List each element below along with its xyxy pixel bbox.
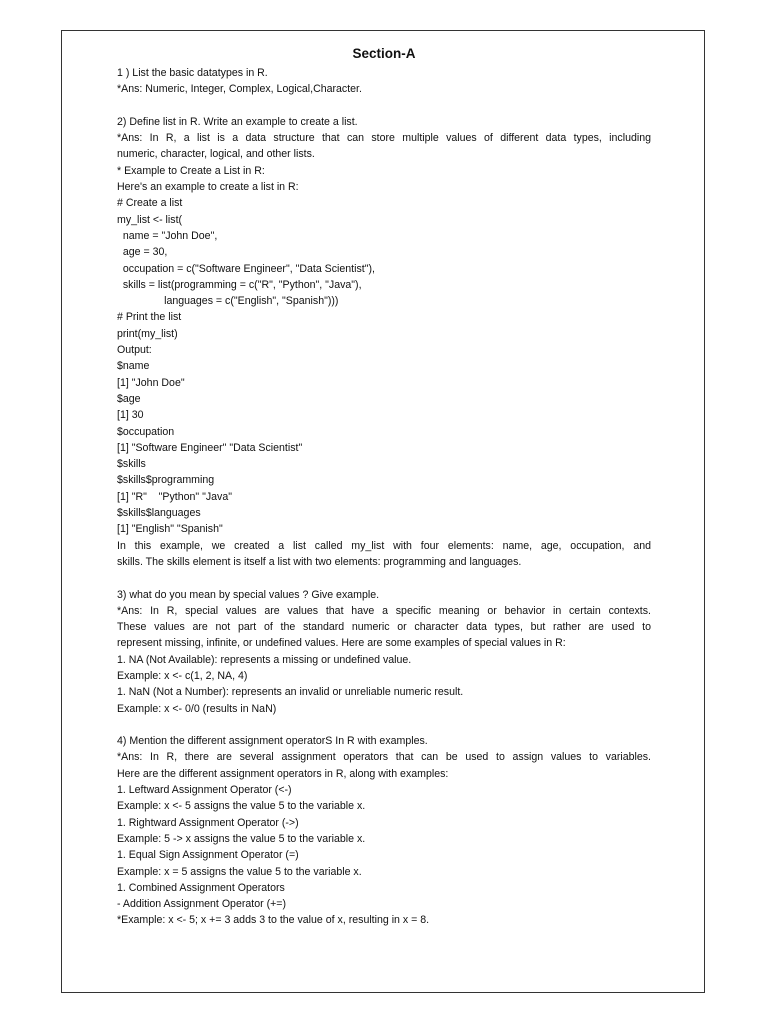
text-line: $occupation xyxy=(117,425,175,438)
text-line: $skills$languages xyxy=(117,507,201,520)
blank-line xyxy=(117,98,651,114)
text-line: 1 ) List the basic datatypes in R. xyxy=(117,67,268,79)
text-line: Example: x <- 5 assigns the value 5 to the variable x. xyxy=(117,800,366,813)
text-line: print(my_list) xyxy=(117,327,178,340)
text-line: skills. The skills element is itself a list with two elements: programming and languages. xyxy=(117,555,522,568)
text-line: *Ans: In R, special values are values that have a specific meaning or behavior in certain contexts. xyxy=(117,604,651,617)
text-line: These values are not part of the standard numeric or character data types, but rather are used to xyxy=(117,621,651,634)
text-line: In this example, we created a list called my_list with four elements: name, age, occupation, and xyxy=(117,539,651,552)
text-line: 4) Mention the different assignment operatorS In R with examples. xyxy=(117,735,428,748)
text-line: 2) Define list in R. Write an example to create a list. xyxy=(117,115,358,128)
text-line: $age xyxy=(117,392,141,405)
text-line: - Addition Assignment Operator (+=) xyxy=(117,898,286,911)
text-line: # Print the list xyxy=(117,311,182,324)
text-line: my_list <- list( xyxy=(117,213,183,226)
text-line: 1. NA (Not Available): represents a missing or undefined value. xyxy=(117,653,412,666)
text-line: 1. Combined Assignment Operators xyxy=(117,881,285,894)
text-line: $skills$programming xyxy=(117,474,215,487)
text-line: Here are the different assignment operators in R, along with examples: xyxy=(117,767,449,780)
text-line: Output: xyxy=(117,344,152,357)
text-line: # Create a list xyxy=(117,197,183,210)
text-line: 1. NaN (Not a Number): represents an invalid or unreliable numeric result. xyxy=(117,686,464,699)
text-line: 1. Rightward Assignment Operator (->) xyxy=(117,816,299,829)
text-line: skills = list(programming = c("R", "Python", "Java"), xyxy=(117,278,362,291)
text-line: Example: x <- 0/0 (results in NaN) xyxy=(117,702,277,715)
text-line: 1. Equal Sign Assignment Operator (=) xyxy=(117,849,299,862)
document-page xyxy=(61,30,705,993)
text-line: occupation = c("Software Engineer", "Data Scientist"), xyxy=(117,262,375,275)
text-line: *Example: x <- 5; x += 3 adds 3 to the value of x, resulting in x = 8. xyxy=(117,914,430,927)
section-title: Section-A xyxy=(352,46,416,61)
text-line: 3) what do you mean by special values ? Give example. xyxy=(117,588,380,601)
text-line: represent missing, infinite, or undefined values. Here are some examples of special values in R: xyxy=(117,637,566,650)
text-line: $name xyxy=(117,360,150,373)
text-line: [1] "Software Engineer" "Data Scientist" xyxy=(117,441,303,454)
text-line: languages = c("English", "Spanish"))) xyxy=(117,295,339,308)
text-line: 1. Leftward Assignment Operator (<-) xyxy=(117,784,292,797)
text-line: [1] "English" "Spanish" xyxy=(117,523,223,536)
text-line: numeric, character, logical, and other lists. xyxy=(117,148,315,161)
text-line: Here's an example to create a list in R: xyxy=(117,181,299,194)
text-line: [1] "John Doe" xyxy=(117,376,185,389)
text-line: $skills xyxy=(117,458,146,471)
blank-line xyxy=(117,570,651,586)
text-line: Example: 5 -> x assigns the value 5 to the variable x. xyxy=(117,832,366,845)
blank-line xyxy=(117,717,651,733)
text-line: name = "John Doe", xyxy=(117,229,218,242)
text-line: *Ans: In R, there are several assignment operators that can be used to assign values to variables. xyxy=(117,751,651,764)
document-body xyxy=(117,65,651,929)
text-line: Example: x <- c(1, 2, NA, 4) xyxy=(117,669,248,682)
text-line: age = 30, xyxy=(117,246,168,259)
text-line: [1] "R" "Python" "Java" xyxy=(117,490,233,503)
document-content xyxy=(117,43,651,929)
text-line: * Example to Create a List in R: xyxy=(117,164,265,177)
text-line: *Ans: Numeric, Integer, Complex, Logical,Character. xyxy=(117,83,362,96)
text-line: *Ans: In R, a list is a data structure that can store multiple values of different data types, including xyxy=(117,132,651,145)
text-line: [1] 30 xyxy=(117,409,144,422)
text-line: Example: x = 5 assigns the value 5 to the variable x. xyxy=(117,865,362,878)
